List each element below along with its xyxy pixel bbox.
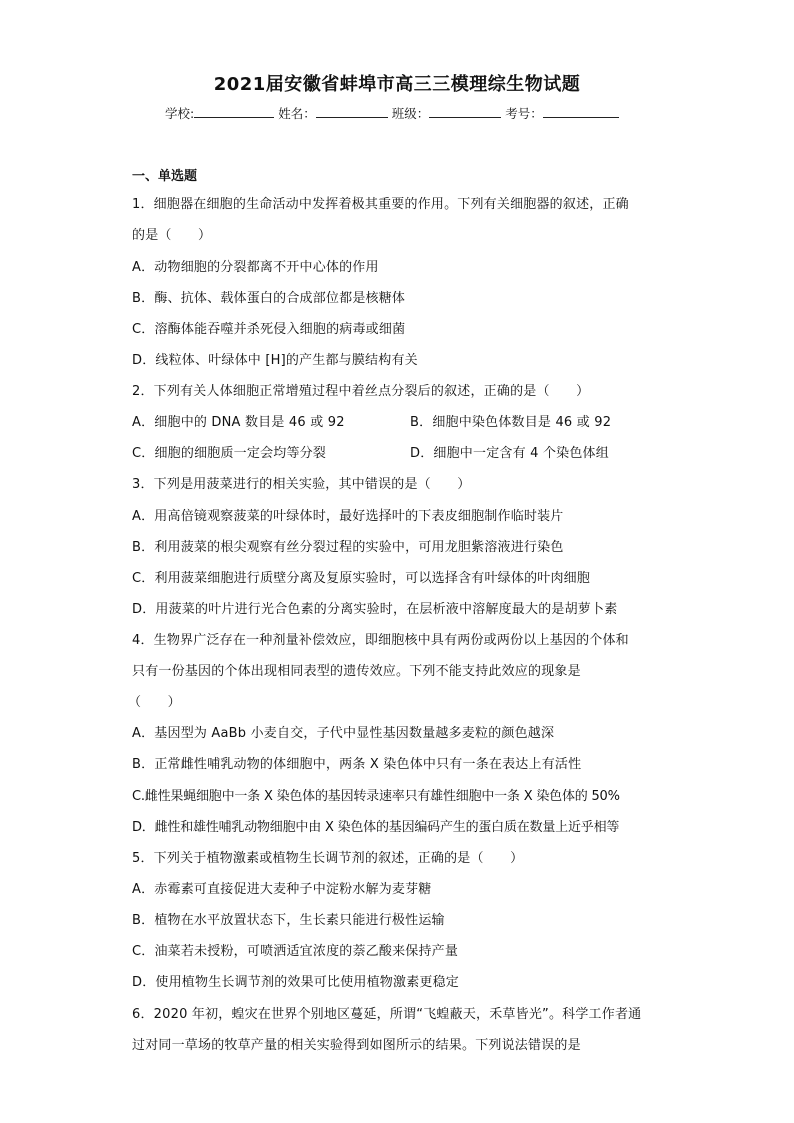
student-info-row bbox=[165, 104, 621, 122]
exam-number-blank[interactable] bbox=[543, 104, 619, 118]
question-6-stem-cont: 过对同一草场的牧草产量的相关实验得到如图所示的结果。下列说法错误的是 bbox=[132, 1038, 581, 1053]
question-1-option-c: C．溶酶体能吞噬并杀死侵入细胞的病毒或细菌 bbox=[132, 322, 406, 337]
question-2-option-b: B．细胞中染色体数目是 46 或 92 bbox=[410, 415, 612, 430]
question-5-option-b: B．植物在水平放置状态下，生长素只能进行极性运输 bbox=[132, 913, 445, 928]
question-5-option-d: D．使用植物生长调节剂的效果可比使用植物激素更稳定 bbox=[132, 975, 460, 990]
question-2-stem: 2．下列有关人体细胞正常增殖过程中着丝点分裂后的叙述，正确的是（ ） bbox=[132, 384, 590, 399]
question-5-stem: 5．下列关于植物激素或植物生长调节剂的叙述，正确的是（ ） bbox=[132, 851, 524, 866]
question-4-option-b: B．正常雌性哺乳动物的体细胞中，两条 X 染色体中只有一条在表达上有活性 bbox=[132, 757, 582, 772]
section-title: 一、单选题 bbox=[132, 169, 198, 184]
question-5-option-c: C．油菜若未授粉，可喷洒适宜浓度的萘乙酸来保持产量 bbox=[132, 944, 459, 959]
question-1-stem: 1．细胞器在细胞的生命活动中发挥着极其重要的作用。下列有关细胞器的叙述，正确 bbox=[132, 197, 629, 212]
question-3-option-d: D．用菠菜的叶片进行光合色素的分离实验时，在层析液中溶解度最大的是胡萝卜素 bbox=[132, 602, 618, 617]
question-3-stem: 3．下列是用菠菜进行的相关实验，其中错误的是（ ） bbox=[132, 477, 471, 492]
question-4-option-c: C.雌性果蝇细胞中一条 X 染色体的基因转录速率只有雄性细胞中一条 X 染色体的 50% bbox=[132, 789, 620, 804]
question-2-option-c: C．细胞的细胞质一定会均等分裂 bbox=[132, 446, 327, 461]
question-4-option-a: A．基因型为 AaBb 小麦自交，子代中显性基因数量越多麦粒的颜色越深 bbox=[132, 726, 555, 741]
question-1-option-d: D．线粒体、叶绿体中 [H]的产生都与膜结构有关 bbox=[132, 353, 418, 368]
question-2-option-d: D．细胞中一定含有 4 个染色体组 bbox=[410, 446, 609, 461]
question-4-option-d: D．雌性和雄性哺乳动物细胞中由 X 染色体的基因编码产生的蛋白质在数量上近乎相等 bbox=[132, 820, 620, 835]
name-label: 姓名： bbox=[278, 106, 316, 121]
school-blank[interactable] bbox=[194, 104, 274, 118]
question-3-option-a: A．用高倍镜观察菠菜的叶绿体时，最好选择叶的下表皮细胞制作临时装片 bbox=[132, 509, 564, 524]
question-1-option-a: A．动物细胞的分裂都离不开中心体的作用 bbox=[132, 260, 379, 275]
question-5-option-a: A．赤霉素可直接促进大麦种子中淀粉水解为麦芽糖 bbox=[132, 882, 432, 897]
exam-number-label: 考号： bbox=[505, 106, 543, 121]
class-label: 班级： bbox=[391, 106, 430, 121]
question-4-stem-cont: 只有一份基因的个体出现相同表型的遗传效应。下列不能支持此效应的现象是 bbox=[132, 664, 581, 679]
question-4-answer-blank: （ ） bbox=[128, 695, 181, 710]
question-3-option-c: C．利用菠菜细胞进行质壁分离及复原实验时，可以选择含有叶绿体的叶肉细胞 bbox=[132, 571, 591, 586]
question-4-stem: 4．生物界广泛存在一种剂量补偿效应，即细胞核中具有两份或两份以上基因的个体和 bbox=[132, 633, 629, 648]
question-6-stem: 6．2020 年初，蝗灾在世界个别地区蔓延，所谓“飞蝗蔽天，禾草皆光”。科学工作者通 bbox=[132, 1007, 642, 1022]
page-title: 2021届安徽省蚌埠市高三三模理综生物试题 bbox=[213, 74, 581, 95]
class-blank[interactable] bbox=[429, 104, 501, 118]
name-blank[interactable] bbox=[316, 104, 388, 118]
question-1-stem-cont: 的是（ ） bbox=[132, 228, 212, 243]
question-2-option-a: A．细胞中的 DNA 数目是 46 或 92 bbox=[132, 415, 345, 430]
school-label: 学校: bbox=[165, 106, 195, 121]
question-1-option-b: B．酶、抗体、载体蛋白的合成部位都是核糖体 bbox=[132, 291, 406, 306]
question-3-option-b: B．利用菠菜的根尖观察有丝分裂过程的实验中，可用龙胆紫溶液进行染色 bbox=[132, 540, 564, 555]
